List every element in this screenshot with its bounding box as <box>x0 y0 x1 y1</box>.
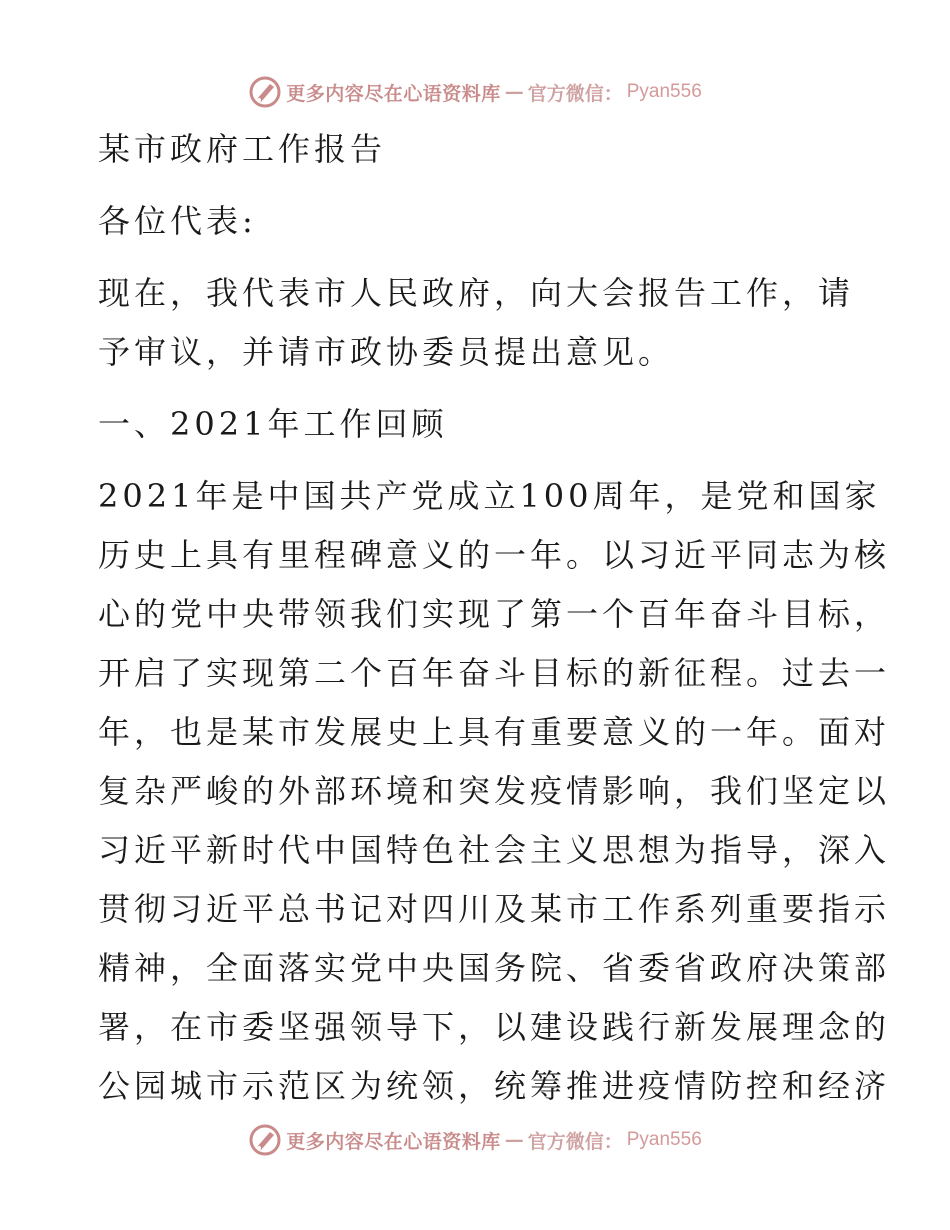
body-line: 开启了实现第二个百年奋斗目标的新征程。过去一 <box>98 654 891 692</box>
body-line: 贯彻习近平总书记对四川及某市工作系列重要指示 <box>98 890 891 928</box>
body-line: 2021年是中国共产党成立100周年，是党和国家 <box>98 477 881 515</box>
intro-line: 予审议，并请市政协委员提出意见。 <box>98 333 675 371</box>
watermark-footer <box>0 1120 950 1160</box>
watermark-header <box>0 72 950 112</box>
salutation: 各位代表: <box>98 202 257 240</box>
watermark-wechat-label: 官方微信： <box>527 82 623 105</box>
pen-logo-icon <box>248 1123 282 1157</box>
body-line: 公园城市示范区为统领，统筹推进疫情防控和经济 <box>98 1067 891 1105</box>
document-body <box>98 120 891 1116</box>
watermark-wechat-id: Pyan556 <box>626 81 702 102</box>
body-line: 心的党中央带领我们实现了第一个百年奋斗目标， <box>98 595 891 633</box>
watermark-separator: — <box>504 81 524 103</box>
section-heading: 一、2021年工作回顾 <box>98 405 448 443</box>
watermark-separator: — <box>504 1129 524 1151</box>
watermark-wechat-label: 官方微信： <box>527 1130 623 1153</box>
body-line: 精神，全面落实党中央国务院、省委省政府决策部 <box>98 949 891 987</box>
document-title: 某市政府工作报告 <box>98 130 387 168</box>
intro-line: 现在，我代表市人民政府，向大会报告工作，请 <box>98 274 855 312</box>
watermark-text: 更多内容尽在心语资料库 <box>286 1130 501 1153</box>
pen-logo-icon <box>248 75 282 109</box>
body-line: 习近平新时代中国特色社会主义思想为指导，深入 <box>98 831 891 869</box>
watermark-text: 更多内容尽在心语资料库 <box>286 82 501 105</box>
body-line: 历史上具有里程碑意义的一年。以习近平同志为核 <box>98 536 891 574</box>
watermark-wechat-id: Pyan556 <box>626 1129 702 1150</box>
body-line: 年，也是某市发展史上具有重要意义的一年。面对 <box>98 713 891 751</box>
body-line: 复杂严峻的外部环境和突发疫情影响，我们坚定以 <box>98 772 891 810</box>
body-line: 署，在市委坚强领导下，以建设践行新发展理念的 <box>98 1008 891 1046</box>
